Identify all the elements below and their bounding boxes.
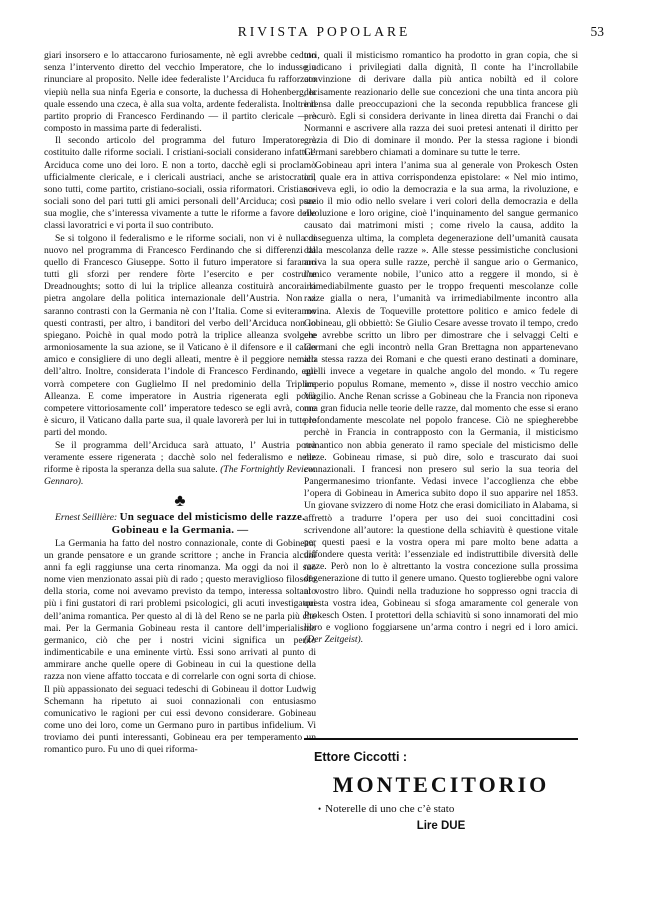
ad-author: Ettore Ciccotti : — [314, 750, 408, 764]
ad-price: Lire DUE — [416, 820, 466, 832]
ad-book-title: MONTECITORIO — [332, 772, 550, 797]
club-ornament-icon: ♣ — [174, 491, 186, 511]
ad-subtitle-line — [304, 803, 578, 815]
paragraph-text: Se il programma dell’Arciduca sarà attuato, l’ Austria potrà veramente essere rigenerata ; dacchè solo nel federalismo e nelle riforme è riposta la speranza della sua salute. — [44, 439, 316, 475]
paragraph — [304, 160, 578, 647]
right-column — [304, 50, 578, 646]
ad-subtitle: Noterelle di uno che c’è stato — [325, 803, 455, 815]
source-citation: (Der Zeitgeist). — [304, 634, 364, 646]
page-header — [44, 24, 604, 44]
book-advertisement — [304, 738, 578, 832]
left-column — [44, 50, 316, 757]
paragraph: La Germania ha fatto del nostro connazionale, conte di Gobineau, un grande pensatore e un grande scrittore ; anche in Francia alcuni anni fa egli raggiunse una certa rinomanza. Ma oggi da noi il suo nome vien menzionato assai più di rado ; questo meraviglioso filosofo della storia, come noi avevamo previsto da tempo, interessa soltanto più i fini gustatori di rari problemi psicologici, gli acuti investigatori dell’anima romantica. Per questo al di là del Reno se ne parla più che mai. Per la Germania Gobineau resta il cantore dell’imperialismo germanico, ciò che per i nostri vicini significa un perito indimenticabile e una eminente virtù. Essi sono arrivati al punto di ammirare anche quelle opere di Gobineau in cui la questione della razza non viene affatto toccata e di correlarle con ogni sorta di chiose. Il più appassionato dei seguaci tedeschi di Gobineau il dottor Ludwig Schemann ha ripetuto ai suoi connazionali con entusiasmo comunicativo le ragioni per cui essi devono considerare. Gobineau come uno dei loro, come un Germano puro in partibus infidelium. Vi troviamo dei punti interessanti, Gobineau era per temperamento un romantico puro. Fu uno di quei riforma- — [44, 537, 316, 756]
article-title: Un seguace del misticismo delle razze. Gobineau e la Germania. — — [111, 511, 306, 537]
source-citation: (The Fortnightly Review. Gennaro). — [44, 463, 317, 488]
article-byline: Ernest Seillière: — [54, 512, 118, 524]
paragraph — [44, 440, 316, 489]
running-title: RIVISTA POPOLARE — [237, 24, 411, 39]
paragraph: giari insorsero e lo attaccarono furiosamente, nè egli avrebbe ceduto senza l’intervento diretto del vecchio Imperatore, che lo indusse a rinunciare al proposito. Nelle idee federaliste l’Arciduca fu rafforzato viepiù nella sua ninfa Egeria e consorte, la duchessa di Hohenberg, la quale essendo una czeca, è alla sua volta, ardente federalista. Inoltre il partito proprio di Francesco Ferdinando — il partito clericale — è composto in massima parte di federalisti. — [44, 50, 316, 135]
bullet-icon: • — [318, 804, 322, 814]
paragraph: Se si tolgono il federalismo e le riforme sociali, non vi è nulla di nuovo nel programma di Francesco Ferdinando che si differenzi da quello di Francesco Giuseppe. Sotto il futuro imperatore si faranno tutti gli sforzi per rendere fòrte l’esercito e per costruire Dreadnoughts; sotto di lui la triplice alleanza costituirà ancora la pietra angolare della politica internazionale dell’Austria. Non vi saranno contrasti con la Germania nè con l’Italia. Come si eviteranno questi contrasti, per altro, i banditori del verbo dell’Arciduca non lo spiegano. Poichè in qual modo potrà la triplice alleanza svolgere armoniosamente la sua azione, se il Vaticano è il difensore e il caldo amico e consigliere di uno degli alleati, mentre è il peggiore nemico dell’altro. Inoltre, considerata l’indole di Francesco Ferdinando, egli vorrà competere con Guglielmo II nel predominio della Triplice Alleanza. E come imperatore in Austria rigenerata egli potrà competere vittoriosamente coll’ imperatore tedesco se egli avrà, come è sicuro, il Vaticano dalla parte sua, il quale lavorerà per lui in tutte le parti del mondo. — [44, 232, 316, 439]
paragraph: Il secondo articolo del programma del futuro Imperatore è costituito dalle riforme sociali. I cristiani-sociali considerano infatti l’ Arciduca come uno dei loro. E non a torto, dacchè egli si proclamò ufficialmente clericale, e i clericali austriaci, anche se aristocratici, sono tutti, come partito, cristiano-sociali, ossia riformatori. Cristiano-sociali sono del pari tutti gli amici personali dell’Arciduca; così pure sua moglie, che s’interessa vivamente a tutte le riforme a favore delle classi lavoratrici e vi porta il suo contributo. — [44, 135, 316, 232]
article-heading — [44, 492, 316, 537]
paragraph: tori, quali il misticismo romantico ha prodotto in gran copia, che si giudicano i privilegiati dalla dignità, Il conte ha l’incrollabile convinzione di derivare dalla più antica nobiltà ed il colore decisamente reazionario delle sue concezioni che una tinta ancora più intensa dalle preoccupazioni che la seconda repubblica francese gli procurò. Egli si considera derivante in linea diretta dai Franchi o dai Normanni e ascrivere alla razza dei suoi pretesi antenati il diritto per grazia di Dio di dominare il mondo. Per la stessa ragione i biondi Germani sarebbero chiamati a dominare su tutte le terre. — [304, 50, 578, 159]
paragraph-text: Gobineau aprì intera l’anima sua al generale von Prokesch Osten col quale era in attiva corrispondenza epistolare: « Nel mio intimo, scriveva egli, io odio la democrazia e la sua arma, la rivoluzione, e sazio il mio odio nello svelare i veri colori della democrazia e della rivoluzione e loro origine, cioè l’inquinamento del sangue germanico causato dai matrimoni misti ; come rivelo la causa, addito la conseguenza ultima, la completa degenerazione dell’umanità causata dalla mescolanza delle razze ». Alle stesse pessimistiche conclusioni arriva la sua opera sulle razze, perchè il sangue ario o Germanico, l’unico veramente nobile, l’unico atto a reggere il mondo, si è irrimediabilmente guasto per le troppo frequenti mescolanze colle razze gialla o nera, l’umanità va irrimediabilmente incontro alla rovina. Alexis de Toqueville protettore politico e amico fedele di Gobineau, gli obbiettò: Se Giulio Cesare avesse trovato il tempo, credo che avrebbe scritto un libro per dimostrare che i selvaggi Celti e Germani che egli incontrò nella Gran Brettagna non appartenevano alla stessa razza dei Romani e che questi erano destinati a dominare, quelli invece a vegetare in qualche angolo del mondo. « Tu regere imperio populus Romane, memento », disse il nostro vecchio amico Virgilio. Anche Renan scrisse a Gobineau che la Francia non riponeva una gran fiducia nelle teorie delle razze, dal momento che esse si erano profondamente mescolate nel popolo francese. Ciò ne spiegherebbe perchè in Francia in contrapposto con la Germania, il misticismo romantico non abbia generato il ramo speciale del misticismo delle razze. Gobineau rimase, si può dire, solo e trascurato dai suoi connazionali. I francesi non presero sul serio la sua teoria del Pangermanesimo trionfante. Vedasi invece l’accoglienza che ebbe l’opera di Gobineau in America subito dopo il suo apparire nel 1853. Un giovane svizzero di nome Hotz che erasi domiciliato in Alabama, si affrettò a tradurre l’opera per uso dei suoi concittadini così scrivendone all’autore: la questione della schiavitù è questione vitale per questi paesi e la vostra opera mi pare molto bene adatta a diffondere questa verità: l’essenziale ed indistruttibile diversità delle razze. Però non lo è altrettanto la vostra concezione sulla prossima degenerazione di tutto il genere umano. Questo toglierebbe ogni valore al vostro libro. Quindi nella traduzione ho soppresso ogni traccia di questa vostra idea, Gobineau si sfoga amaramente col generale von Prokesch Osten. I protettori della schiavitù si sono innamorati del mio libro e vogliono foggiarsene un’arma contro i negri ed i loro amici. — [304, 159, 578, 634]
page-number: 53 — [590, 24, 604, 39]
ad-divider — [304, 738, 578, 740]
